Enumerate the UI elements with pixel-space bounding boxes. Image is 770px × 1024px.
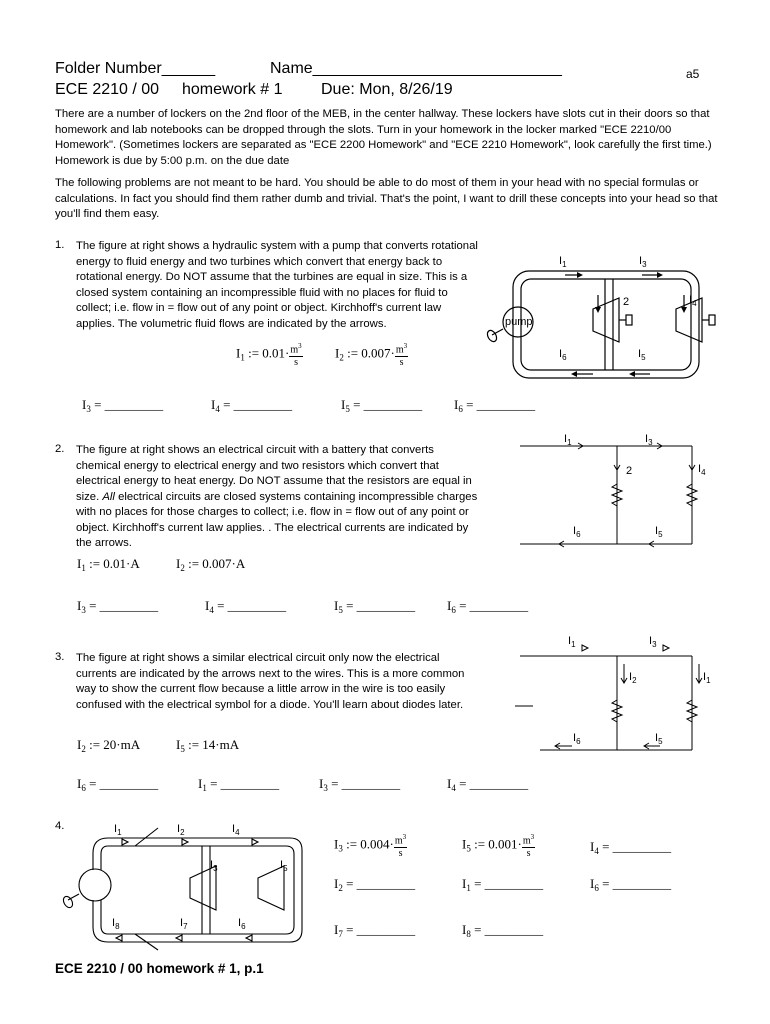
label-i4: $I_4$ [698, 463, 706, 477]
intro-paragraph-purpose: The following problems are not meant to be hard. You should be able to do most of them in your head with no special formulas or calculations. In fact you should find them rather dumb and trivial. That's the point, I want to drill these concepts into your head so that you'll find them easy. [55, 177, 718, 220]
label-i5: $I_5$ [655, 525, 663, 539]
problem-number: 3. [55, 651, 65, 663]
label-i2: $I_2$ [629, 671, 637, 685]
answer-i4[interactable]: $I_4$ = _________ [205, 598, 287, 615]
answer-i6[interactable]: $I_6$ = _________ [447, 598, 529, 615]
given-i2: $I_2$ := 0.007· $\frac{m^3}{s}$ [335, 342, 408, 369]
problem-3-text: The figure at right shows a similar electrical circuit only now the electrical currents are indicated by the arrows next to the wires. This is a more common way to show the current flow because a little arrow in the wire is too easily confused with the electrical symbol for a diode. You'll learn about diodes later. [76, 652, 465, 711]
answer-i2[interactable]: $I_2$ = _________ [334, 876, 416, 893]
due-date: Due: Mon, 8/26/19 [321, 81, 453, 98]
label-i8: $I_8$ [112, 917, 120, 931]
label-i3: $I_3$ [639, 255, 647, 269]
label-i1-right: $I_1$ [703, 671, 711, 685]
label-i4: $I_4$ [689, 294, 697, 308]
label-i7: $I_7$ [180, 917, 188, 931]
given-i2: $I_2$ := 0.007·A [176, 556, 246, 573]
label-i3: $I_3$ [649, 635, 657, 649]
given-i1: $I_1$ := 0.01·A [77, 556, 140, 573]
label-i6: $I_6$ [238, 917, 246, 931]
label-i6: $I_6$ [559, 348, 567, 362]
name-field: Name____________________________ [270, 60, 562, 77]
label-i6: $I_6$ [573, 732, 581, 746]
label-i5: $I_5$ [280, 859, 288, 873]
label-i1: $I_1$ [559, 255, 567, 269]
label-i2: $I_2$ [177, 823, 185, 837]
intro-paragraph-lockers: There are a number of lockers on the 2nd floor of the MEB, in the center hallway. These lockers have slots cut in their doors so that homework and lab notebooks can be dropped through the slots. Turn in your homework in the locker marked "ECE 2210/00 Homework". (Sometimes lockers are separated as "ECE 2200 Homework" and "ECE 2210 Homework", look carefully the first time.) Homework is due by 5:00 p.m. on the due date [55, 108, 712, 167]
hydraulic-system-diagram [480, 250, 720, 385]
label-i4: $I_4$ [232, 823, 240, 837]
label-i5: $I_5$ [655, 732, 663, 746]
problem-number: 2. [55, 443, 65, 455]
homework-title: homework # 1 [182, 81, 283, 98]
folder-number-field: Folder Number______ [55, 60, 216, 77]
circuit-2-diagram [520, 430, 710, 550]
label-i1: $I_1$ [568, 635, 576, 649]
label-i1: $I_1$ [114, 823, 122, 837]
page-tag: a5 [686, 67, 700, 81]
label-i3: $I_3$ [645, 433, 653, 447]
answer-i5[interactable]: $I_5$ = _________ [334, 598, 416, 615]
problem-number: 4. [55, 820, 65, 832]
answer-i6[interactable]: $I_6$ = _________ [590, 876, 672, 893]
answer-i4[interactable]: $I_4$ = _________ [211, 397, 293, 414]
answer-i3[interactable]: $I_3$ = _________ [82, 397, 164, 414]
label-turbine-2: 2 [623, 296, 630, 308]
circuit-3-diagram [515, 630, 715, 755]
answer-i7[interactable]: $I_7$ = _________ [334, 922, 416, 939]
given-i3: $I_3$ := 0.004· $\frac{m^3}{s}$ [334, 833, 407, 860]
hydraulic-system-4-diagram [60, 818, 320, 953]
answer-i6[interactable]: $I_6$ = _________ [77, 776, 159, 793]
problem-2-text: The figure at right shows an electrical circuit with a battery that converts chemical energy to electrical energy and two resistors which convert that electrical energy to heat energy. Do NOT assume that the resistors are equal in size. All electrical circuits are closed systems containing incompressible charges with no places for those charges to collect; i.e. flow in = flow out of any point or object. Kirchhoff's current law applies. . The electrical currents are indicated by the arrows. [76, 444, 478, 549]
answer-i5[interactable]: $I_5$ = _________ [341, 397, 423, 414]
problem-1-text: The figure at right shows a hydraulic system with a pump that converts rotational energy to fluid energy and two turbines which convert that energy back to rotational energy. Do NOT assume that the turbines are equal in size. This is a closed system containing an incompressible fluid with no places for fluid to collect; i.e. flow in = flow out of any point or object. Kirchhoff's current law applies. The volumetric fluid flows are indicated by the arrows. [76, 240, 478, 330]
given-i5: $I_5$ := 14·mA [176, 737, 240, 754]
given-i2: $I_2$ := 20·mA [77, 737, 141, 754]
answer-i1[interactable]: $I_1$ = _________ [462, 876, 544, 893]
course-code: ECE 2210 / 00 [55, 81, 160, 98]
answer-i8[interactable]: $I_8$ = _________ [462, 922, 544, 939]
answer-i1[interactable]: $I_1$ = _________ [198, 776, 280, 793]
problem-number: 1. [55, 239, 65, 251]
label-pump: pump [505, 316, 533, 328]
given-i5: $I_5$ := 0.001· $\frac{m^3}{s}$ [462, 833, 535, 860]
answer-i4[interactable]: $I_4$ = _________ [447, 776, 529, 793]
label-i1: $I_1$ [564, 433, 572, 447]
answer-i4[interactable]: $I_4$ = _________ [590, 839, 672, 856]
label-i6: $I_6$ [573, 525, 581, 539]
given-i1: $I_1$ := 0.01· $\frac{m^3}{s}$ [236, 342, 302, 369]
answer-i3[interactable]: $I_3$ = _________ [319, 776, 401, 793]
answer-i6[interactable]: $I_6$ = _________ [454, 397, 536, 414]
answer-i3[interactable]: $I_3$ = _________ [77, 598, 159, 615]
label-i5: $I_5$ [638, 348, 646, 362]
label-resistor-2: 2 [626, 465, 633, 477]
page-footer: ECE 2210 / 00 homework # 1, p.1 [55, 961, 264, 976]
label-i3: $I_3$ [210, 859, 218, 873]
